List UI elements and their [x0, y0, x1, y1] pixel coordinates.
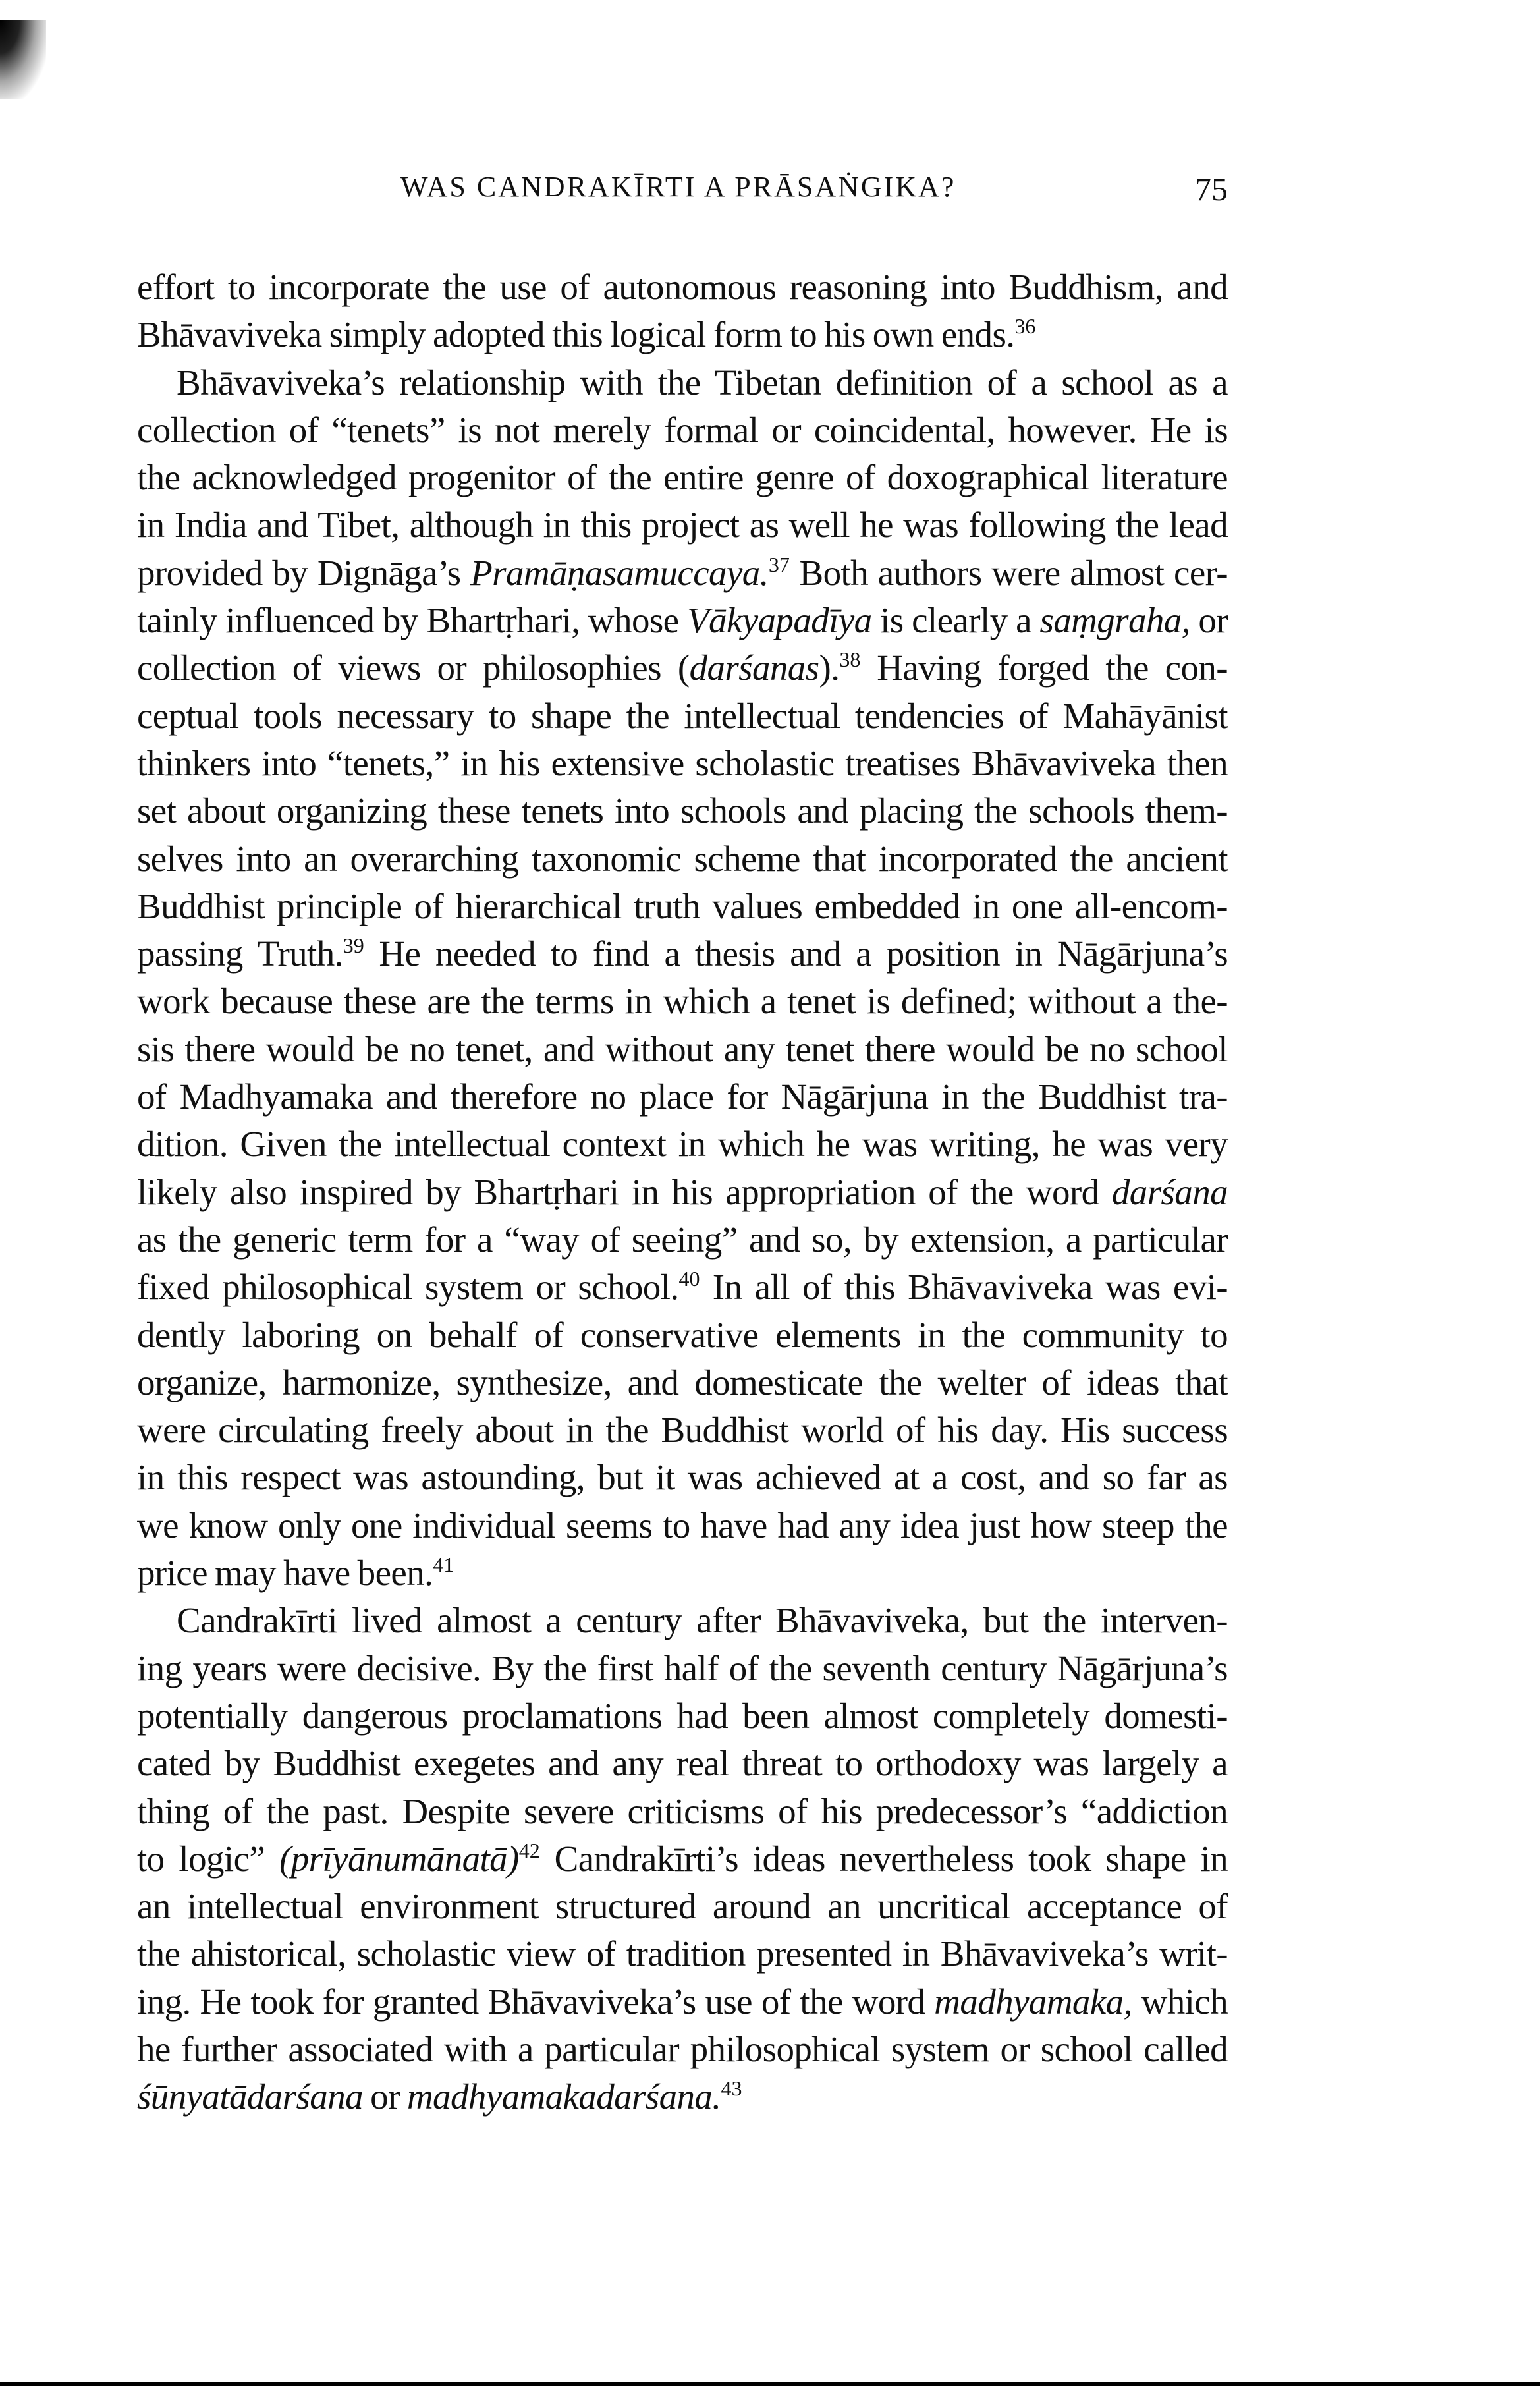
- text-run: Both authors were almost cer-: [789, 552, 1228, 593]
- text-line: [137, 454, 1228, 501]
- text-line: [137, 1454, 1228, 1501]
- text-line: [137, 2073, 1228, 2121]
- text-line: [137, 501, 1228, 549]
- text-line: [137, 1263, 1228, 1311]
- text-line: [137, 2026, 1228, 2073]
- text-run: fixed philosophical system or school.: [137, 1267, 679, 1308]
- text-run: thing of the past. Despite severe criticisms of his predecessor’s “addiction: [137, 1790, 1228, 1831]
- text-run: as the generic term for a “way of seeing” and so, by extension, a particular: [137, 1219, 1228, 1260]
- text-run: selves into an overarching taxonomic scheme that incorporated the ancient: [137, 838, 1228, 879]
- italic-term: madhyamakadarśana.: [406, 2076, 721, 2117]
- text-run: he further associated with a particular philosophical system or school called: [137, 2028, 1228, 2069]
- text-run: to logic”: [137, 1838, 280, 1879]
- body-text: [137, 264, 1228, 2121]
- text-line: [137, 1169, 1228, 1216]
- text-line: [137, 1645, 1228, 1692]
- text-run: collection of views or philosophies (: [137, 648, 690, 688]
- footnote-reference: 42: [518, 1838, 540, 1862]
- text-run: the acknowledged progenitor of the entire genre of doxographical literature: [137, 457, 1228, 498]
- text-run: ceptual tools necessary to shape the intellectual tendencies of Mahāyānist: [137, 695, 1228, 736]
- text-run: collection of “tenets” is not merely formal or coincidental, however. He is: [137, 409, 1228, 450]
- footnote-reference: 43: [721, 2076, 742, 2101]
- footnote-reference: 36: [1014, 314, 1036, 339]
- text-run: we know only one individual seems to have had any idea just how steep the: [137, 1505, 1228, 1545]
- text-run: price may have been.: [137, 1553, 433, 1594]
- italic-term: madhyamaka,: [934, 1981, 1132, 2022]
- text-line: [137, 644, 1228, 692]
- text-run: tainly influenced by Bhartṛhari, whose: [137, 600, 688, 641]
- text-line: [137, 1406, 1228, 1454]
- text-run: dition. Given the intellectual context in which he was writing, he was very: [137, 1124, 1228, 1165]
- footnote-reference: 37: [768, 552, 790, 576]
- text-run: dently laboring on behalf of conservative elements in the community to: [137, 1314, 1228, 1355]
- text-line: [137, 1978, 1228, 2026]
- text-line: [137, 740, 1228, 787]
- text-run: Bhāvaviveka simply adopted this logical form to his own ends.: [137, 314, 1015, 355]
- text-line: [137, 549, 1228, 597]
- text-run: Candrakīrti lived almost a century after Bhāvaviveka, but the interven-: [177, 1600, 1228, 1641]
- text-line: [137, 1073, 1228, 1121]
- text-line: [137, 597, 1228, 644]
- text-line: [137, 1121, 1228, 1168]
- italic-term: (prīyānumānatā): [279, 1838, 519, 1879]
- text-run: an intellectual environment structured around an uncritical acceptance of: [137, 1886, 1228, 1927]
- text-run: effort to incorporate the use of autonomous reasoning into Buddhism, and: [137, 267, 1228, 307]
- text-line: [137, 978, 1228, 1025]
- text-run: thinkers into “tenets,” in his extensive scholastic treatises Bhāvaviveka then: [137, 742, 1228, 783]
- text-run: passing Truth.: [137, 933, 343, 974]
- italic-term: darśana: [1111, 1171, 1228, 1212]
- text-line: [137, 264, 1228, 311]
- footnote-reference: 39: [343, 933, 364, 958]
- text-run: Candrakīrti’s ideas nevertheless took shape in: [539, 1838, 1228, 1879]
- text-run: of Madhyamaka and therefore no place for Nāgārjuna in the Buddhist tra-: [137, 1076, 1228, 1117]
- scan-edge-bottom: [0, 2382, 1540, 2386]
- italic-term: saṃgraha,: [1039, 600, 1190, 641]
- text-line: [137, 406, 1228, 454]
- running-header-title: WAS CANDRAKĪRTI A PRĀSAṄGIKA?: [400, 171, 956, 203]
- text-run: In all of this Bhāvaviveka was evi-: [700, 1267, 1228, 1308]
- text-run: organize, harmonize, synthesize, and domesticate the welter of ideas that: [137, 1362, 1228, 1402]
- text-line: [137, 1883, 1228, 1930]
- text-line: [137, 835, 1228, 883]
- text-run: sis there would be no tenet, and without any tenet there would be no school: [137, 1028, 1228, 1069]
- footnote-reference: 40: [678, 1267, 700, 1291]
- footnote-reference: 41: [433, 1553, 454, 1577]
- text-line: [137, 1312, 1228, 1359]
- text-run: or: [363, 2076, 407, 2117]
- text-line: [137, 883, 1228, 930]
- text-run: ing. He took for granted Bhāvaviveka’s use of the word: [137, 1981, 935, 2022]
- text-run: were circulating freely about in the Buddhist world of his day. His success: [137, 1410, 1228, 1451]
- text-run: Buddhist principle of hierarchical truth values embedded in one all-encom-: [137, 885, 1228, 926]
- text-run: in this respect was astounding, but it was achieved at a cost, and so far as: [137, 1457, 1228, 1498]
- text-run: cated by Buddhist exegetes and any real threat to orthodoxy was largely a: [137, 1743, 1228, 1784]
- text-run: provided by Dignāga’s: [137, 552, 471, 593]
- text-run: work because these are the terms in which a tenet is defined; without a the-: [137, 981, 1228, 1022]
- text-line: [137, 1930, 1228, 1978]
- text-run: He needed to find a thesis and a position in Nāgārjuna’s: [364, 933, 1228, 974]
- text-run: the ahistorical, scholastic view of tradition presented in Bhāvaviveka’s writ-: [137, 1933, 1228, 1974]
- text-run: Having forged the con-: [860, 648, 1228, 688]
- text-line: [137, 1216, 1228, 1263]
- text-line: [137, 1359, 1228, 1406]
- italic-term: śūnyatādarśana: [137, 2076, 364, 2117]
- text-line: [137, 311, 1228, 358]
- text-line: [137, 1835, 1228, 1883]
- italic-term: Vākyapadīya: [687, 600, 872, 641]
- footnote-reference: 38: [839, 648, 861, 672]
- text-line: [137, 930, 1228, 978]
- text-run: ).: [819, 648, 840, 688]
- text-line: [137, 1597, 1228, 1644]
- text-line: [137, 1740, 1228, 1787]
- text-line: [137, 1026, 1228, 1073]
- text-run: potentially dangerous proclamations had been almost completely domesti-: [137, 1695, 1228, 1736]
- text-line: [137, 1788, 1228, 1835]
- text-run: Bhāvaviveka’s relationship with the Tibetan definition of a school as a: [177, 362, 1228, 402]
- page-number: 75: [1195, 171, 1228, 208]
- text-run: or: [1190, 600, 1228, 641]
- text-run: is clearly a: [871, 600, 1040, 641]
- text-run: set about organizing these tenets into schools and placing the schools them-: [137, 791, 1228, 831]
- scan-shadow-corner: [0, 20, 46, 99]
- text-line: [137, 1692, 1228, 1740]
- text-run: likely also inspired by Bhartṛhari in his appropriation of the word: [137, 1171, 1112, 1212]
- text-line: [137, 1502, 1228, 1549]
- text-run: in India and Tibet, although in this project as well he was following the lead: [137, 505, 1228, 545]
- text-line: [137, 1549, 1228, 1597]
- text-run: ing years were decisive. By the first half of the seventh century Nāgārjuna’s: [137, 1648, 1228, 1688]
- text-run: which: [1132, 1981, 1228, 2022]
- text-line: [137, 692, 1228, 740]
- italic-term: darśanas: [689, 648, 819, 688]
- italic-term: Pramāṇasamuccaya.: [470, 552, 769, 593]
- text-line: [137, 359, 1228, 406]
- text-line: [137, 787, 1228, 835]
